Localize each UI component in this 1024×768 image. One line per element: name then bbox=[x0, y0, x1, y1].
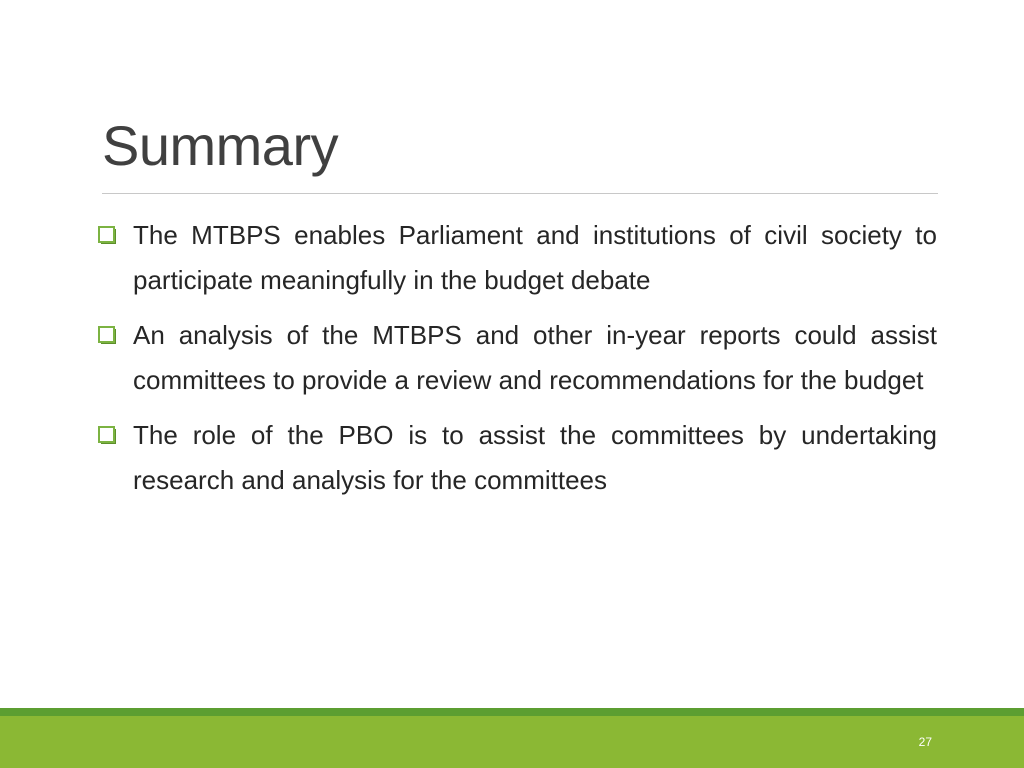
bullet-list bbox=[95, 213, 937, 513]
slide-number: 27 bbox=[918, 735, 932, 749]
title-divider bbox=[102, 193, 938, 194]
bullet-text: The MTBPS enables Parliament and institutions of civil society to participate meaningfully in the budget debate bbox=[133, 220, 937, 295]
hollow-square-bullet-icon bbox=[98, 426, 117, 445]
slide-title: Summary bbox=[102, 114, 339, 177]
hollow-square-bullet-icon bbox=[98, 226, 117, 245]
hollow-square-bullet-icon bbox=[98, 326, 117, 345]
bullet-item bbox=[95, 413, 937, 503]
bullet-text: An analysis of the MTBPS and other in-year reports could assist committees to provide a review and recommendations for the budget bbox=[133, 320, 937, 395]
bullet-item bbox=[95, 213, 937, 303]
bullet-text: The role of the PBO is to assist the committees by undertaking research and analysis for the committees bbox=[133, 420, 937, 495]
footer-band bbox=[0, 716, 1024, 768]
bullet-item bbox=[95, 313, 937, 403]
footer-accent-line bbox=[0, 708, 1024, 716]
